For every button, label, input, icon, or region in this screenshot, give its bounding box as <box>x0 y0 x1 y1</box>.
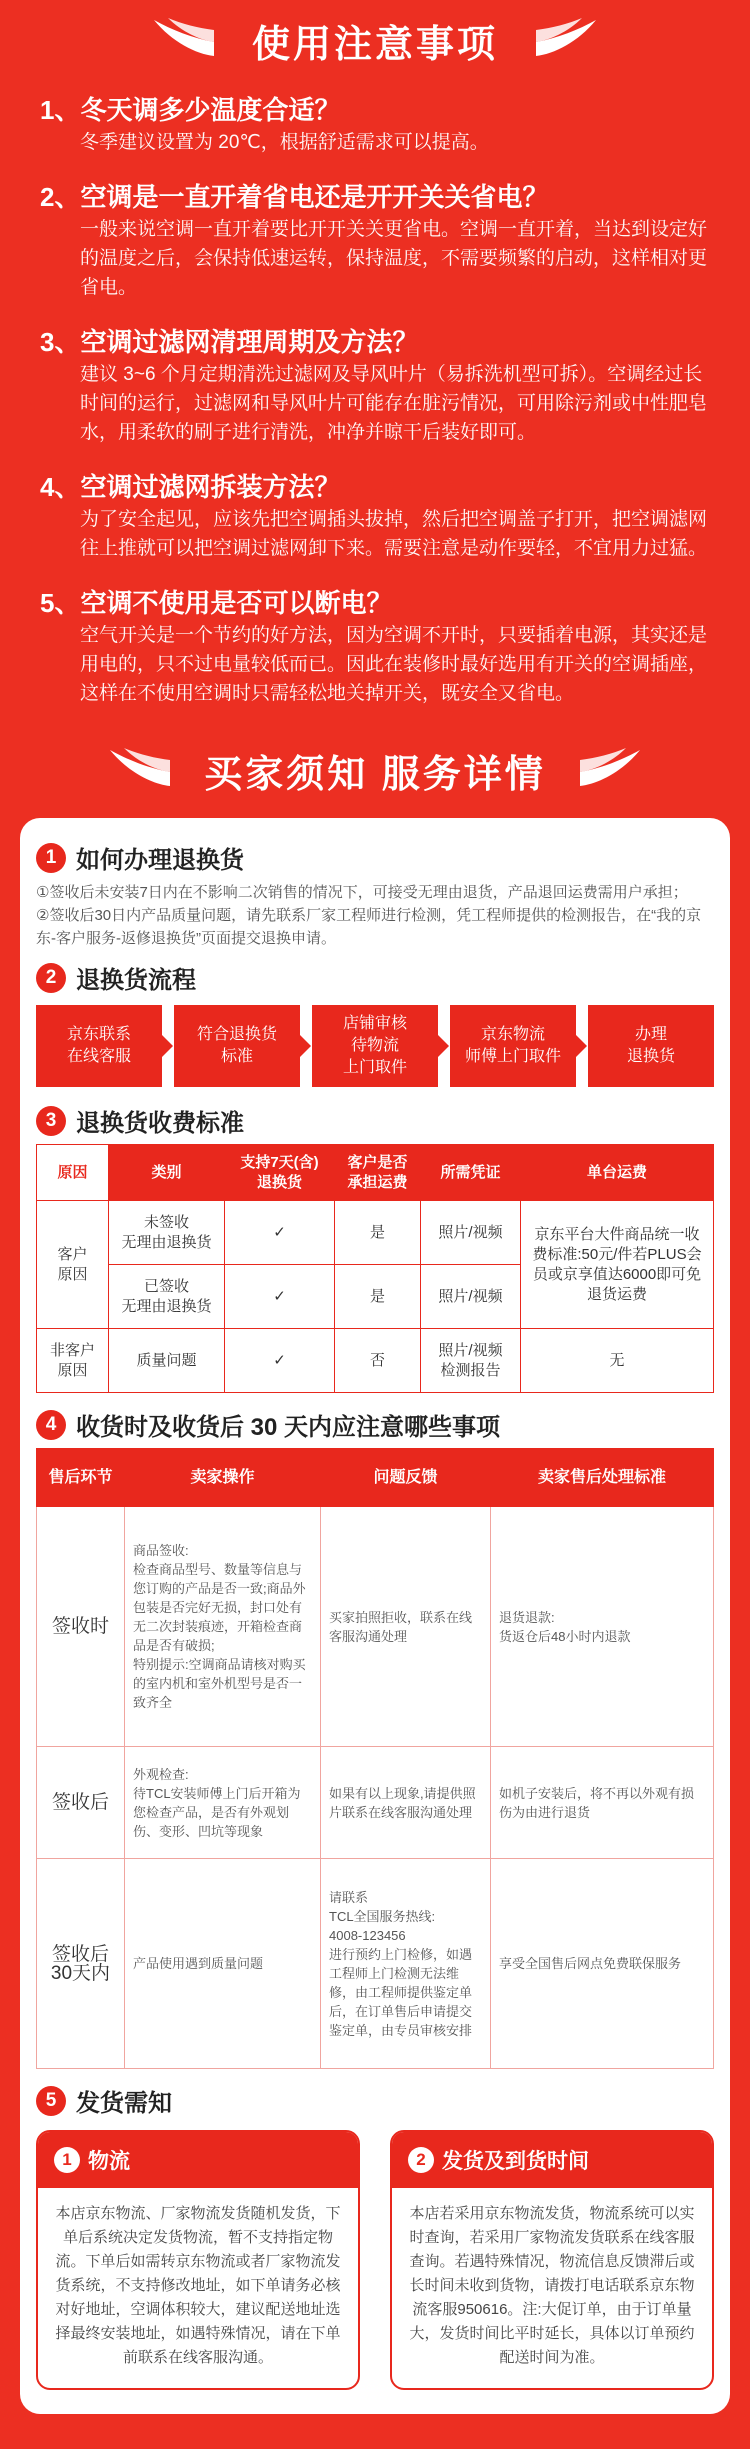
delivery-time-box <box>390 2130 714 2390</box>
left-wing-icon <box>152 16 216 62</box>
table-header: 原因 <box>37 1145 109 1201</box>
table-header: 支持7天(含) 退换货 <box>225 1145 335 1201</box>
table-cell: 享受全国售后网点免费联保服务 <box>491 1859 714 2069</box>
section-number: 5 <box>36 2086 66 2116</box>
table-row <box>37 1329 714 1393</box>
faq-question: 1、冬天调多少温度合适？ <box>40 95 341 125</box>
table-header-row <box>37 1145 714 1201</box>
fee-table <box>36 1144 714 1393</box>
section-title: 如何办理退换货 <box>76 847 244 874</box>
right-wing-icon <box>578 746 642 792</box>
table-cell: 退货退款: 货返仓后48小时内退款 <box>491 1507 714 1747</box>
left-wing-icon <box>108 746 172 792</box>
table-cell: 照片/视频 <box>421 1201 521 1265</box>
faq-item <box>40 179 710 302</box>
section-header <box>36 840 714 875</box>
check-icon: ✓ <box>225 1265 335 1329</box>
section-number: 4 <box>36 1410 66 1440</box>
faq-answer: 一般来说空调一直开着要比开开关关更省电。空调一直开着，当达到设定好的温度之后，会保持低速运转，保持温度，不需要频繁的启动，这样相对更省电。 <box>80 219 708 298</box>
flow-step: 符合退换货 标准 <box>174 1005 300 1087</box>
service-card <box>20 818 730 2414</box>
table-row <box>37 1507 714 1747</box>
faq-answer: 冬季建议设置为 20℃，根据舒适需求可以提高。 <box>80 132 489 153</box>
table-cell: 外观检查: 待TCL安装师傅上门后开箱为您检查产品，是否有外观划伤、变形、凹坑等现象 <box>125 1747 321 1859</box>
table-header: 所需凭证 <box>421 1145 521 1201</box>
faq-question: 4、空调过滤网拆装方法？ <box>40 472 341 502</box>
flow-step: 京东联系 在线客服 <box>36 1005 162 1087</box>
faq-question: 2、空调是一直开着省电还是开开关关省电？ <box>40 182 549 212</box>
box-number: 1 <box>54 2147 80 2173</box>
box-number: 2 <box>408 2147 434 2173</box>
table-row <box>37 1747 714 1859</box>
faq-answer: 空气开关是一个节约的好方法，因为空调不开时，只要插着电源，其实还是用电的，只不过电量较低而已。因此在装修时最好选用有开关的空调插座，这样在不使用空调时只需轻松地关掉开关，既安全又省电。 <box>80 625 708 704</box>
table-cell: 是 <box>335 1265 421 1329</box>
table-header-row <box>37 1449 714 1507</box>
table-header: 卖家售后处理标准 <box>491 1449 714 1507</box>
box-text: 本店若采用京东物流发货，物流系统可以实时查询，若采用厂家物流发货联系在线客服查询。若遇特殊情况，物流信息反馈滞后或长时间未收到货物，请拨打电话联系京东物流客服950616。注:大促订单，由于订单量大，发货时间比平时延长，具体以订单预约配送时间为准。 <box>409 2205 695 2366</box>
flow-step: 店铺审核 待物流 上门取件 <box>312 1005 438 1087</box>
box-header <box>38 2132 358 2188</box>
check-icon: ✓ <box>225 1201 335 1265</box>
table-cell: 签收后 30天内 <box>37 1859 125 2069</box>
faq-item <box>40 585 710 708</box>
section-number: 3 <box>36 1106 66 1136</box>
table-cell: 已签收 无理由退换货 <box>109 1265 225 1329</box>
box-title: 发货及到货时间 <box>442 2150 589 2173</box>
flow-step: 京东物流 师傅上门取件 <box>450 1005 576 1087</box>
section-title: 退换货收费标准 <box>76 1110 244 1137</box>
table-header: 单台运费 <box>521 1145 714 1201</box>
section-title: 退换货流程 <box>76 967 196 994</box>
table-cell: 质量问题 <box>109 1329 225 1393</box>
section-title: 收货时及收货后 30 天内应注意哪些事项 <box>76 1414 501 1441</box>
logistics-box <box>36 2130 360 2390</box>
table-cell: 京东平台大件商品统一收费标准:50元/件若PLUS会员或京享值达6000即可免退货运费 <box>521 1201 714 1329</box>
table-cell: 产品使用遇到质量问题 <box>125 1859 321 2069</box>
faq-question: 3、空调过滤网清理周期及方法？ <box>40 327 419 357</box>
table-header: 卖家操作 <box>125 1449 321 1507</box>
faq-item <box>40 92 710 157</box>
shipping-info <box>36 2130 714 2390</box>
section-banner-service <box>0 730 750 810</box>
table-cell: 客户 原因 <box>37 1201 109 1329</box>
table-header: 类别 <box>109 1145 225 1201</box>
table-cell: 请联系 TCL全国服务热线: 4008-123456 进行预约上门检修，如遇工程师上门检测无法维修，由工程师提供鉴定单后，在订单售后申请提交鉴定单，由专员审核安排 <box>321 1859 491 2069</box>
table-cell: 如果有以上现象,请提供照片联系在线客服沟通处理 <box>321 1747 491 1859</box>
faq-item <box>40 469 710 563</box>
box-text: 本店京东物流、厂家物流发货随机发货，下单后系统决定发货物流，暂不支持指定物流。下单后如需转京东物流或者厂家物流发货系统，不支持修改地址，如下单请务必核对好地址，空调体积较大，建议配送地址选择最终安装地址，如遇特殊情况，请在下单前联系在线客服沟通。 <box>55 2205 341 2366</box>
table-cell: 未签收 无理由退换货 <box>109 1201 225 1265</box>
table-cell: 非客户 原因 <box>37 1329 109 1393</box>
table-row <box>37 1859 714 2069</box>
section-number: 2 <box>36 963 66 993</box>
section-header <box>36 1103 714 1138</box>
table-cell: 买家拍照拒收，联系在线客服沟通处理 <box>321 1507 491 1747</box>
flow-step: 办理 退换货 <box>588 1005 714 1087</box>
banner-title: 买家须知 服务详情 <box>204 753 546 796</box>
table-cell: 如机子安装后，将不再以外观有损伤为由进行退货 <box>491 1747 714 1859</box>
right-wing-icon <box>534 16 598 62</box>
faq-answer: 为了安全起见，应该先把空调插头拔掉，然后把空调盖子打开，把空调滤网往上推就可以把空调过滤网卸下来。需要注意是动作要轻，不宜用力过猛。 <box>80 509 708 559</box>
table-cell: 签收时 <box>37 1507 125 1747</box>
section-number: 1 <box>36 843 66 873</box>
table-header: 客户是否 承担运费 <box>335 1145 421 1201</box>
faq-question: 5、空调不使用是否可以断电？ <box>40 588 393 618</box>
faq-item <box>40 324 710 447</box>
faq-list <box>0 80 750 708</box>
faq-answer: 建议 3~6 个月定期清洗过滤网及导风叶片（易拆洗机型可拆）。空调经过长时间的运行，过滤网和导风叶片可能存在脏污情况，可用除污剂或中性肥皂水，用柔软的刷子进行清洗，冲净并晾干后装好即可。 <box>80 364 708 443</box>
table-cell: 商品签收: 检查商品型号、数量等信息与您订购的产品是否一致;商品外包装是否完好无损，封口处有无二次封装痕迹，开箱检查商品是否有破损; 特别提示:空调商品请核对购买的室内机和室外机型号是否一致齐全 <box>125 1507 321 1747</box>
table-cell: 无 <box>521 1329 714 1393</box>
table-cell: 照片/视频 <box>421 1265 521 1329</box>
return-policy-1: ①签收后未安装7日内在不影响二次销售的情况下，可接受无理由退货，产品退回运费需用户承担； <box>36 884 688 901</box>
table-cell: 照片/视频 检测报告 <box>421 1329 521 1393</box>
banner-title: 使用注意事项 <box>251 23 498 66</box>
section-header <box>36 2083 714 2118</box>
table-row <box>37 1201 714 1265</box>
table-cell: 否 <box>335 1329 421 1393</box>
section-header <box>36 960 714 995</box>
table-header: 问题反馈 <box>321 1449 491 1507</box>
section-banner-notes <box>0 0 750 80</box>
check-icon: ✓ <box>225 1329 335 1393</box>
table-header: 售后环节 <box>37 1449 125 1507</box>
section-title: 发货需知 <box>76 2090 172 2117</box>
return-policy-2: ②签收后30日内产品质量问题，请先联系厂家工程师进行检测，凭工程师提供的检测报告，在“我的京东-客户服务-返修退换货”页面提交退换申请。 <box>36 907 702 947</box>
box-header <box>392 2132 712 2188</box>
return-flow <box>36 1005 714 1087</box>
box-title: 物流 <box>88 2150 130 2173</box>
table-cell: 是 <box>335 1201 421 1265</box>
table-cell: 签收后 <box>37 1747 125 1859</box>
after-sales-table <box>36 1448 714 2069</box>
section-header <box>36 1407 714 1442</box>
